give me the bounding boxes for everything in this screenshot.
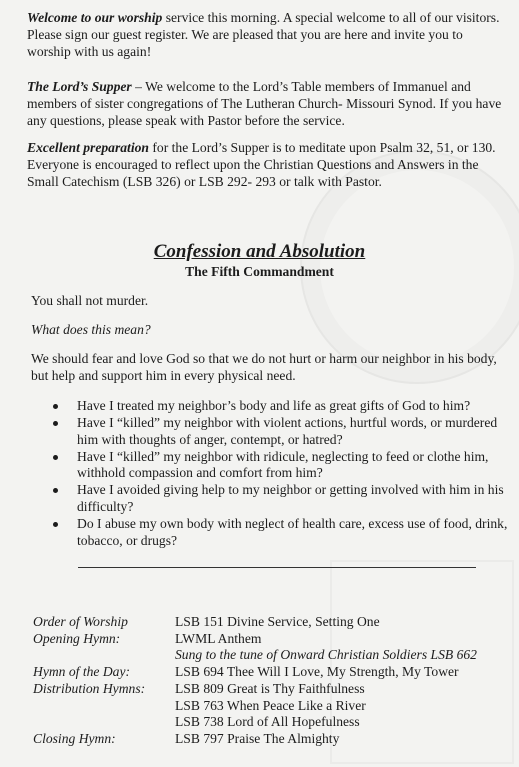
welcome-lead: Welcome to our worship (27, 10, 163, 25)
table-row (33, 631, 477, 648)
row-label: Order of Worship (33, 614, 128, 629)
bullet-icon (53, 421, 58, 426)
row-label (33, 647, 175, 664)
bullet-icon (53, 455, 58, 460)
answer-text: We should fear and love God so that we do not hurt or harm our neighbor in his body, but help and support him in every physical need. (31, 351, 497, 383)
list-item-text: Have I treated my neighbor’s body and life as great gifts of God to him? (77, 398, 471, 413)
row-value: LSB 797 Praise The Almighty (175, 730, 340, 746)
row-label (33, 714, 175, 731)
question-text: What does this mean? (31, 322, 151, 337)
list-item (53, 482, 513, 515)
row-label: Distribution Hymns: (33, 680, 146, 696)
lords-supper-paragraph (27, 78, 512, 129)
bullet-icon (53, 488, 58, 493)
bullet-icon (53, 404, 58, 409)
preparation-lead: Excellent preparation (27, 140, 149, 155)
row-value: LSB 738 Lord of All Hopefulness (175, 714, 360, 730)
row-value: LWML Anthem (175, 630, 262, 646)
commandment-text: You shall not murder. (31, 293, 149, 308)
preparation-text: for the Lord’s Supper is to meditate upon Psalm 32, 51, or 130. Everyone is encouraged to reflect upon the Christian Questions and Answers in the Small Catechism (LSB 326) or LSB 292- 293 or talk with Pastor. (27, 140, 496, 189)
lords-supper-text: – We welcome to the Lord’s Table members of Immanuel and members of sister congregations of The Lutheran Church- Missouri Synod. If you have any questions, please speak with Pastor before the service. (27, 79, 502, 128)
welcome-paragraph (27, 9, 507, 60)
table-row (33, 731, 477, 748)
section-title: Confession and Absolution (153, 241, 366, 262)
lords-supper-lead: The Lord’s Supper (27, 79, 132, 94)
table-row (33, 698, 477, 715)
row-value: LSB 809 Great is Thy Faithfulness (175, 680, 365, 696)
bullet-icon (53, 522, 58, 527)
row-value: LSB 763 When Peace Like a River (175, 697, 366, 713)
table-row (33, 664, 477, 681)
list-item (53, 449, 513, 482)
list-item (53, 415, 513, 448)
row-value: Sung to the tune of Onward Christian Soldiers LSB 662 (175, 647, 477, 663)
list-item-text: Have I “killed” my neighbor with ridicule, neglecting to feed or clothe him, withhold compassion and comfort from him? (77, 448, 489, 481)
row-value: LSB 694 Thee Will I Love, My Strength, My Tower (175, 664, 459, 680)
list-item-text: Have I avoided giving help to my neighbor or getting involved with him in his difficulty? (77, 482, 504, 515)
divider-line (78, 567, 476, 568)
list-item (53, 398, 513, 415)
table-row (33, 614, 477, 631)
list-item-text: Have I “killed” my neighbor with violent actions, hurtful words, or murdered him with thoughts of anger, contempt, or hatred? (77, 415, 498, 447)
row-label: Hymn of the Day: (33, 664, 131, 680)
welcome-text: service this morning. A special welcome to all of our visitors. Please sign our guest register. We are pleased that you are here and invite you to worship with us again! (27, 10, 500, 59)
table-row (33, 647, 477, 664)
preparation-paragraph (27, 139, 507, 190)
list-item (53, 516, 513, 549)
order-of-worship-table (33, 614, 477, 748)
table-row (33, 714, 477, 731)
examination-list (53, 398, 513, 550)
row-label (33, 698, 175, 715)
row-value: LSB 151 Divine Service, Setting One (175, 614, 380, 629)
table-row (33, 681, 477, 698)
list-item-text: Do I abuse my own body with neglect of health care, excess use of food, drink, tobacco, or drugs? (77, 516, 508, 548)
row-label: Closing Hymn: (33, 730, 116, 746)
section-subtitle: The Fifth Commandment (185, 264, 334, 279)
row-label: Opening Hymn: (33, 630, 121, 646)
